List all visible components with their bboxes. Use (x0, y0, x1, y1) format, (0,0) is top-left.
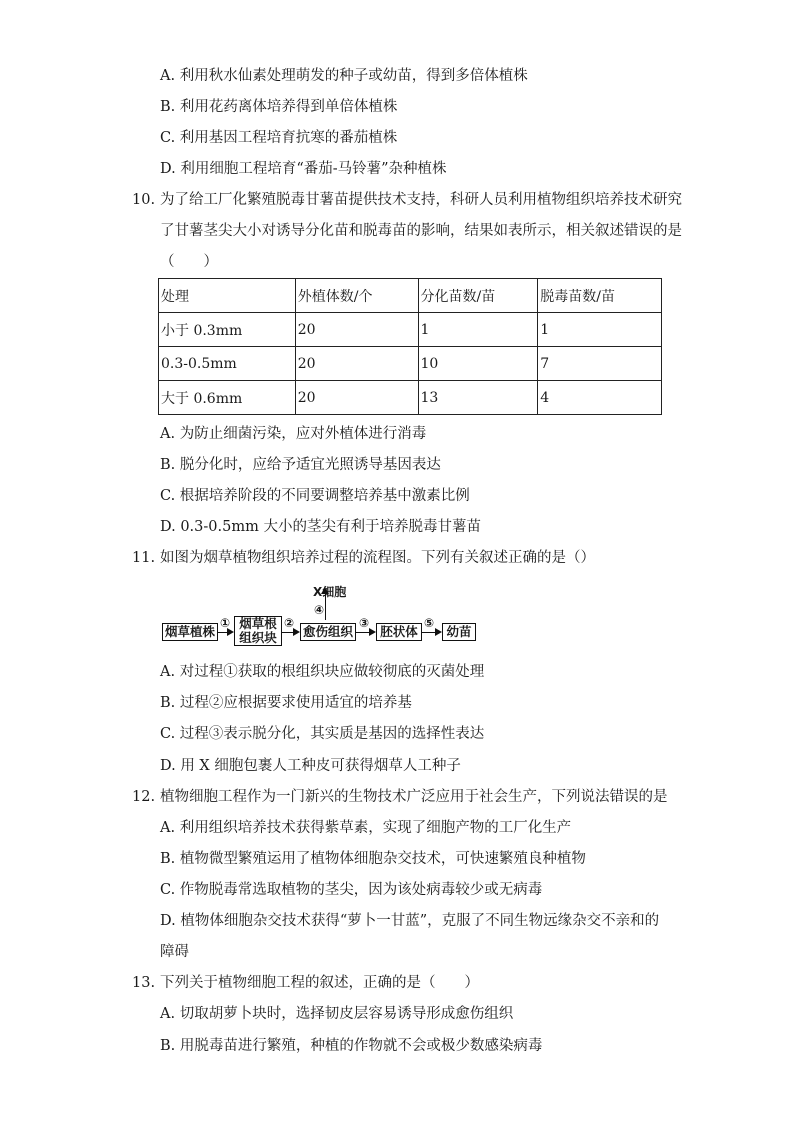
table-cell: 1 (538, 313, 662, 347)
table-header-cell: 处理 (159, 279, 296, 313)
q10-stem-line2: 了甘薯茎尖大小对诱导分化苗和脱毒苗的影响，结果如表所示，相关叙述错误的是 (160, 223, 682, 239)
table-row (159, 381, 662, 415)
node-tobacco-plant: 烟草植株 (162, 623, 218, 641)
q9-option-b: B. 利用花药离体培养得到单倍体植株 (160, 99, 398, 115)
q13-stem: 下列关于植物细胞工程的叙述，正确的是（ ） (160, 975, 479, 991)
table-header-cell: 分化苗数/苗 (418, 279, 538, 313)
node-root-tissue-line2: 组织块 (239, 630, 277, 645)
q13-number: 13. (132, 975, 156, 991)
node-embryoid: 胚状体 (376, 623, 422, 641)
q11-option-d: D. 用 X 细胞包裹人工种皮可获得烟草人工种子 (160, 758, 461, 774)
arrow-2 (282, 632, 298, 633)
q10-option-c: C. 根据培养阶段的不同要调整培养基中激素比例 (160, 488, 470, 504)
q11-number: 11. (132, 550, 156, 566)
q13-option-b: B. 用脱毒苗进行繁殖，种植的作物就不会或极少数感染病毒 (160, 1038, 543, 1054)
table-cell: 10 (418, 347, 538, 381)
branch-arrow-head (321, 587, 329, 594)
node-root-tissue-block (234, 616, 282, 646)
q12-option-d-continued: 障碍 (160, 944, 189, 960)
q10-option-d: D. 0.3-0.5mm 大小的茎尖有利于培养脱毒甘薯苗 (160, 519, 481, 535)
q12-option-b: B. 植物微型繁殖运用了植物体细胞杂交技术，可快速繁殖良种植物 (160, 851, 586, 867)
arrow-3 (356, 632, 374, 633)
table-cell: 7 (538, 347, 662, 381)
table-cell: 小于 0.3mm (159, 313, 296, 347)
q11-option-c: C. 过程③表示脱分化，其实质是基因的选择性表达 (160, 726, 485, 742)
table-cell: 20 (295, 381, 418, 415)
q9-option-a: A. 利用秋水仙素处理萌发的种子或幼苗，得到多倍体植株 (160, 68, 528, 84)
q9-option-c: C. 利用基因工程培育抗寒的番茄植株 (160, 130, 398, 146)
q10-data-table (158, 278, 662, 415)
q12-option-c: C. 作物脱毒常选取植物的茎尖，因为该处病毒较少或无病毒 (160, 882, 543, 898)
table-row (159, 347, 662, 381)
table-header-row (159, 279, 662, 313)
q10-stem-line1: 为了给工厂化繁殖脱毒甘薯苗提供技术支持，科研人员利用植物组织培养技术研究 (160, 192, 682, 208)
q10-option-a: A. 为防止细菌污染，应对外植体进行消毒 (160, 426, 427, 442)
q11-stem: 如图为烟草植物组织培养过程的流程图。下列有关叙述正确的是（） (160, 550, 595, 566)
q10-stem-line3: （ ） (160, 254, 218, 270)
table-header-cell: 外植体数/个 (295, 279, 418, 313)
q10-option-b: B. 脱分化时，应给予适宜光照诱导基因表达 (160, 457, 441, 473)
arrow-1 (218, 632, 232, 633)
branch-label-x-cell: X细胞 (313, 585, 347, 599)
step-4-label: ④ (314, 603, 325, 617)
q11-option-a: A. 对过程①获取的根组织块应做较彻底的灭菌处理 (160, 664, 485, 680)
q12-stem: 植物细胞工程作为一门新兴的生物技术广泛应用于社会生产，下列说法错误的是 (160, 789, 668, 805)
table-cell: 4 (538, 381, 662, 415)
q9-option-d: D. 利用细胞工程培育“番茄-马铃薯”杂种植株 (160, 161, 447, 177)
table-cell: 0.3-0.5mm (159, 347, 296, 381)
table-cell: 大于 0.6mm (159, 381, 296, 415)
step-2-label: ② (284, 616, 295, 630)
q10-number: 10. (132, 192, 156, 208)
node-callus: 愈伤组织 (300, 623, 356, 641)
q12-option-d: D. 植物体细胞杂交技术获得“萝卜一甘蓝”，克服了不同生物远缘杂交不亲和的 (160, 913, 660, 929)
q12-number: 12. (132, 789, 156, 805)
table-cell: 13 (418, 381, 538, 415)
table-cell: 1 (418, 313, 538, 347)
node-root-tissue-line1: 烟草根 (239, 616, 277, 631)
branch-arrow-shaft (325, 590, 326, 620)
q11-option-b: B. 过程②应根据要求使用适宜的培养基 (160, 695, 412, 711)
table-row (159, 313, 662, 347)
q13-option-a: A. 切取胡萝卜块时，选择韧皮层容易诱导形成愈伤组织 (160, 1006, 514, 1022)
step-1-label: ① (220, 616, 231, 630)
table-cell: 20 (295, 347, 418, 381)
table-header-cell: 脱毒苗数/苗 (538, 279, 662, 313)
step-5-label: ⑤ (424, 616, 435, 630)
step-3-label: ③ (359, 616, 370, 630)
table-cell: 20 (295, 313, 418, 347)
arrow-5 (422, 632, 440, 633)
node-seedling: 幼苗 (442, 623, 476, 641)
q11-flow-diagram (160, 583, 480, 645)
q12-option-a: A. 利用组织培养技术获得紫草素，实现了细胞产物的工厂化生产 (160, 820, 572, 836)
